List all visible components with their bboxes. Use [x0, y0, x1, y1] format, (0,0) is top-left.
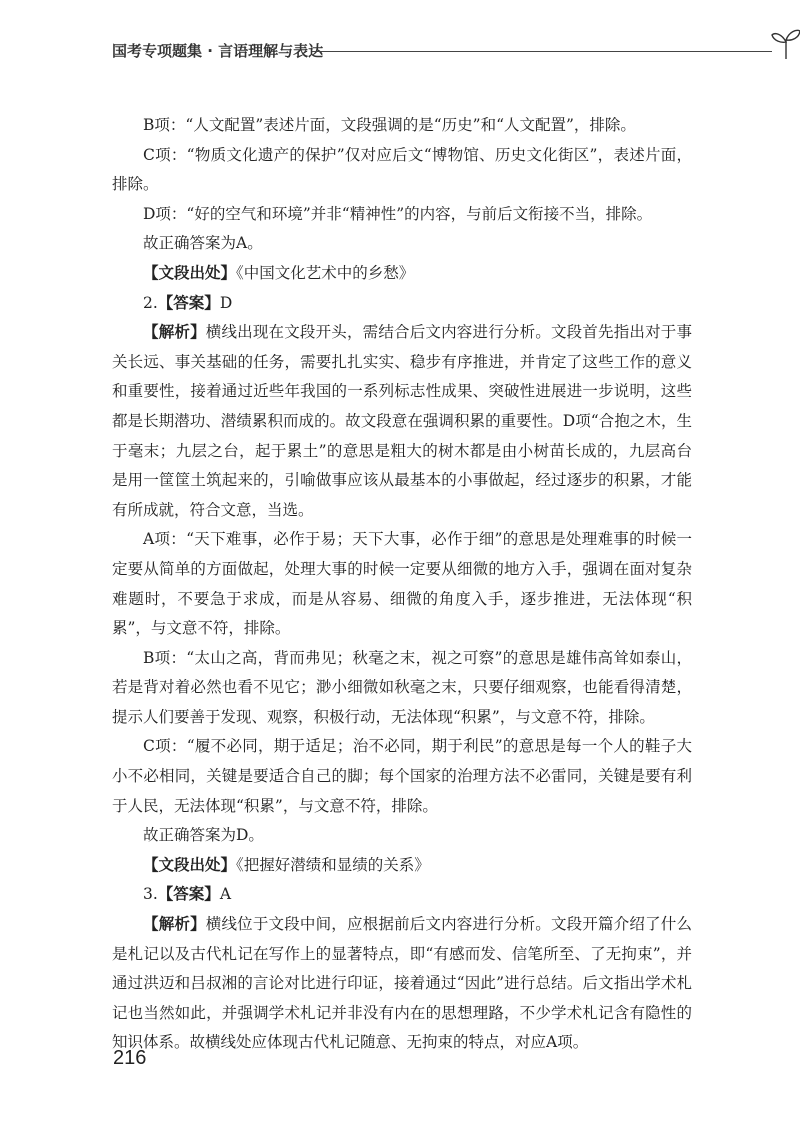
page-number: 216: [113, 1047, 147, 1069]
option-c-paragraph: C项：“物质文化遗产的保护”仅对应后文“博物馆、历史文化街区”，表述片面，排除。: [112, 145, 692, 194]
answer-letter: D: [219, 293, 233, 312]
option-b-paragraph: B项：“太山之高，背而弗见；秋毫之末，视之可察”的意思是雄伟高耸如泰山，若是背对着必然也看不见它；渺小细微如秋毫之末，只要仔细观察，也能看得清楚，提示人们要善于发现、观察，积极行动，无法体现“积累”，与文意不符，排除。: [112, 648, 692, 726]
analysis-tag: 【解析】: [143, 323, 206, 342]
header-rule: [312, 51, 772, 52]
source-text: 《中国文化艺术中的乡愁》: [236, 263, 415, 282]
sprout-icon: [770, 26, 800, 60]
source-line: [112, 851, 692, 881]
option-c-paragraph: C项：“履不必同，期于适足；治不必同，期于利民”的意思是每一个人的鞋子大小不必相同，关键是要适合自己的脚；每个国家的治理方法不必雷同，关键是要有利于人民，无法体现“积累”，与文意不符，排除。: [112, 737, 692, 815]
answer-tag: 【答案】: [157, 293, 220, 312]
source-text: 《把握好潜绩和显绩的关系》: [236, 855, 430, 874]
analysis-text: 横线位于文段中间，应根据前后文内容进行分析。文段开篇介绍了什么是札记以及古代札记在写作上的显著特点，即“有感而发、信笔所至、了无拘束”，并通过洪迈和吕叔湘的言论对比进行印证，接着通过“因此”进行总结。后文指出学术札记也当然如此，并强调学术札记并非没有内在的思想理路，不少学术札记含有隐性的知识体系。故横线处应体现古代札记随意、无拘束的特点，对应A项。: [112, 915, 692, 1052]
option-b-paragraph: B项：“人文配置”表述片面，文段强调的是“历史”和“人文配置”，排除。: [143, 116, 636, 134]
option-d-paragraph: D项：“好的空气和环境”并非“精神性”的内容，与前后文衔接不当，排除。: [143, 204, 653, 223]
analysis-paragraph: [112, 318, 692, 525]
analysis-paragraph: [112, 910, 692, 1058]
analysis-text: 横线出现在文段开头，需结合后文内容进行分析。文段首先指出对于事关长远、事关基础的任务，需要扎扎实实、稳步有序推进，并肯定了这些工作的意义和重要性，接着通过近些年我国的一系列标志性成果、突破性进展进一步说明，这些都是长期潜功、潜绩累积而成的。故文段意在强调积累的重要性。D项“合抱之木，生于毫末；九层之台，起于累土”的意思是粗大的树木都是由小树苗长成的，九层高台是用一筐筐土筑起来的，引喻做事应该从最基本的小事做起，经过逐步的积累，才能有所成就，符合文意，当选。: [112, 323, 692, 519]
source-line: [112, 259, 692, 289]
header-title: 国考专项题集 · 言语理解与表达: [112, 42, 324, 60]
question-number: 3.: [143, 885, 158, 904]
question-number: 2.: [143, 293, 158, 312]
running-header: [112, 38, 712, 68]
source-tag: 【文段出处】: [143, 855, 237, 874]
question-answer-line: [112, 289, 692, 319]
question-answer-line: [112, 880, 692, 910]
answer-line: 故正确答案为D。: [143, 826, 264, 845]
answer-tag: 【答案】: [157, 885, 220, 904]
answer-line: 故正确答案为A。: [143, 234, 263, 253]
option-a-paragraph: A项：“天下难事，必作于易；天下大事，必作于细”的意思是处理难事的时候一定要从简单的方面做起，处理大事的时候一定要从细微的地方入手，强调在面对复杂难题时，不要急于求成，而是从容易、细微的角度入手，逐步推进，无法体现“积累”，与文意不符，排除。: [112, 530, 692, 638]
analysis-tag: 【解析】: [143, 915, 206, 934]
source-tag: 【文段出处】: [143, 263, 237, 282]
page-body: [112, 111, 692, 1058]
answer-letter: A: [219, 885, 232, 904]
